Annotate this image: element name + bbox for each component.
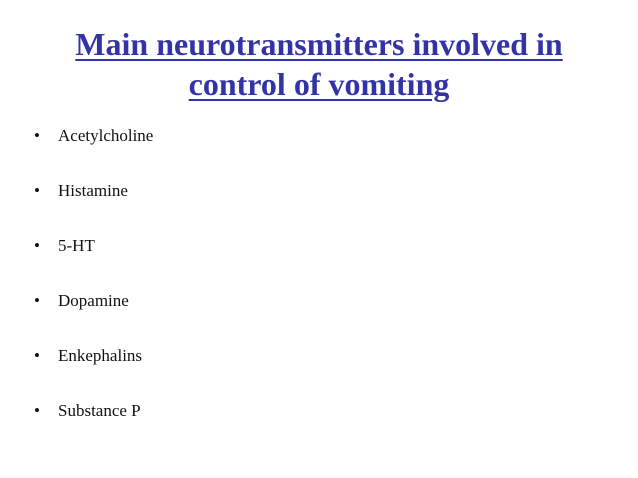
- bullet-text: 5-HT: [58, 236, 95, 255]
- bullet-icon: •: [34, 291, 40, 310]
- bullet-text: Enkephalins: [58, 346, 143, 365]
- bullet-icon: •: [34, 126, 40, 145]
- slide-title: [20, 24, 618, 104]
- bullet-icon: •: [34, 346, 40, 365]
- bullet-icon: •: [34, 181, 40, 200]
- slide-title-line-2: control of vomiting: [188, 66, 450, 102]
- slide-title-line-1: Main neurotransmitters involved in: [75, 26, 563, 62]
- bullet-icon: •: [34, 401, 40, 420]
- bullet-text: Acetylcholine: [58, 126, 154, 145]
- bullet-text: Substance P: [58, 401, 141, 420]
- bullet-text: Histamine: [58, 181, 128, 200]
- bullet-text: Dopamine: [58, 291, 129, 310]
- bullet-icon: •: [34, 236, 40, 255]
